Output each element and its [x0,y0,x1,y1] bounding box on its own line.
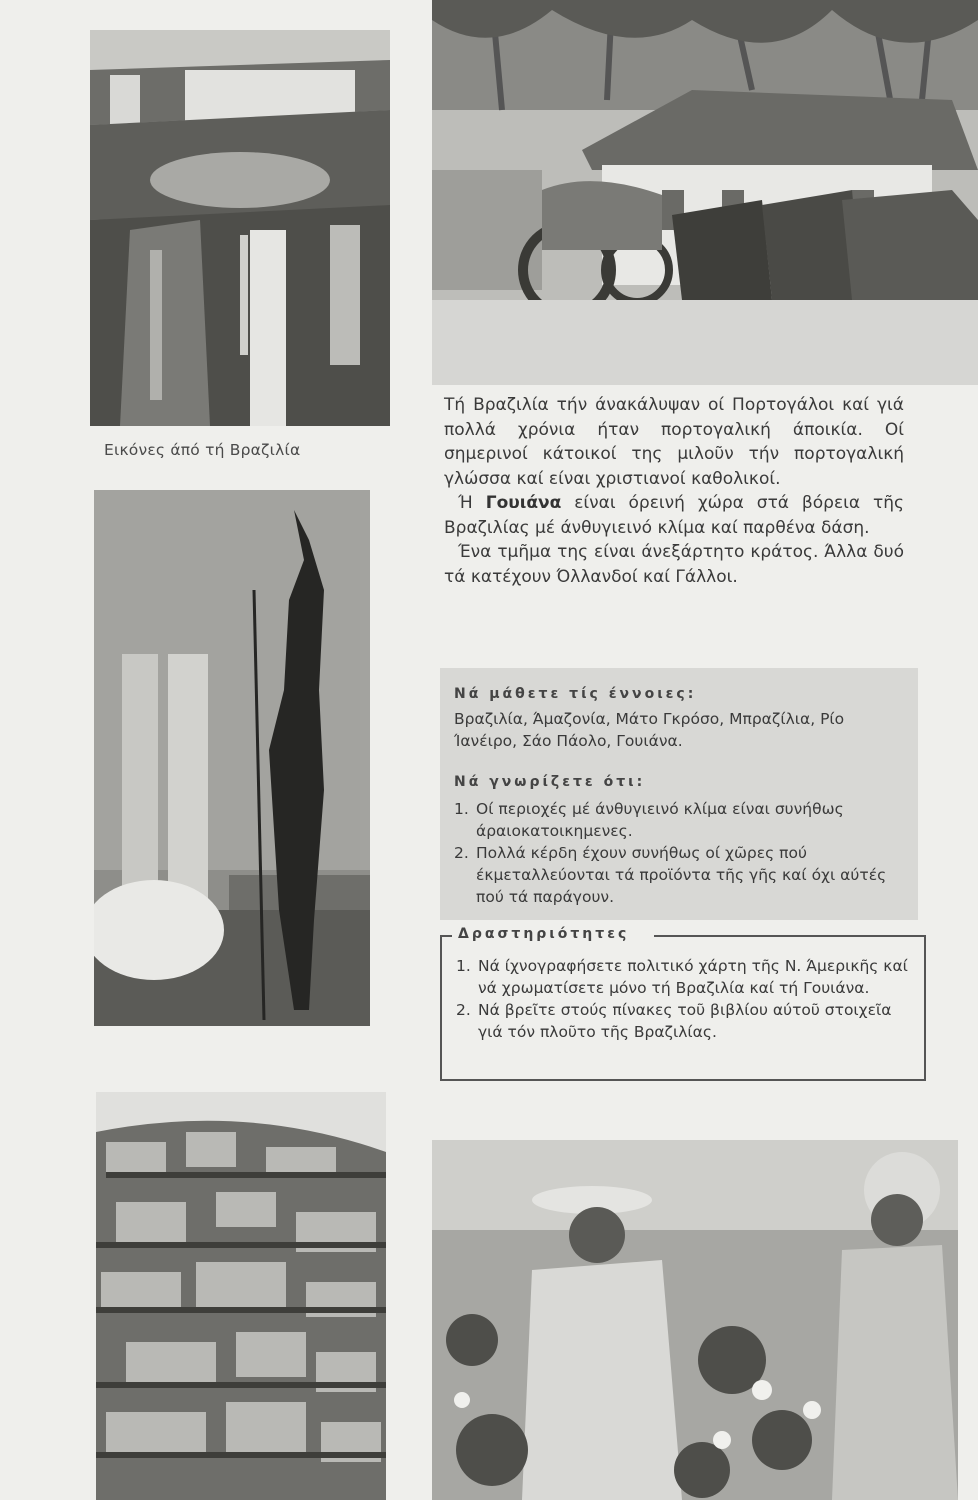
p2-post: είναι όρεινή χώρα στά βόρεια τῆς Βραζιλίας μέ άνθυγιεινό κλίμα καί παρθένα δάση. [444,493,905,538]
guiana-term: Γουιάνα [485,493,562,513]
photo-caption: Εικόνες άπό τή Βραζιλία [104,441,301,459]
activity-item-number: 2. [456,1001,471,1019]
activities-heading: Δραστηριότητες [458,926,630,942]
activities-border-left [442,935,452,937]
activities-list [456,955,908,1043]
cotton-pickers-photo [432,1140,958,1500]
know-item-number: 1. [454,800,469,818]
know-item-number: 2. [454,844,469,862]
activity-item [456,999,908,1043]
waterfall-photo [90,30,390,426]
p2-pre: Ή [458,493,486,513]
activity-item [456,955,908,999]
learn-heading: Νά μάθετε τίς έννοιες: [454,686,697,702]
know-item-text: Οί περιοχές μέ άνθυγιεινό κλίμα είναι συνήθως άραιοκατοικημενες. [476,800,844,840]
learn-concepts: Βραζιλία, Άμαζονία, Μάτο Γκρόσο, Μπραζίλια, Ρίο Ίανέιρο, Σάο Πάολο, Γουιάνα. [454,710,845,750]
intro-paragraph-1: Τή Βραζιλία τήν άνακάλυψαν οί Πορτογάλοι καί γιά πολλά χρόνια ήταν πορτογαλική άποικία. Οί σημερινοί κάτοικοί της μιλοῦν τήν πορτογαλική γλώσσα καί είναι χριστιανοί καθολικοί. [444,395,904,489]
ox-cart-photo [432,0,978,385]
intro-paragraph-2 [444,491,904,540]
activity-item-text: Νά βρεῖτε στούς πίνακες τοῦ βιβλίου αύτοῦ στοιχεῖα γιά τόν πλοῦτο τῆς Βραζιλίας. [478,1001,892,1041]
activity-item-number: 1. [456,957,471,975]
know-list [454,798,906,908]
know-item [454,842,906,908]
know-item-text: Πολλά κέρδη έχουν συνήθως οί χῶρες πού έκμεταλλεύονται τά προϊόντα τῆς γῆς καί όχι αύτές πού τά παράγουν. [476,844,887,906]
intro-paragraph-3: Ένα τμῆμα της είναι άνεξάρτητο κράτος. Άλλα δυό τά κατέχουν Όλλανδοί καί Γάλλοι. [444,542,904,587]
intro-text [444,393,904,589]
activities-box [440,926,926,1081]
favela-photo [96,1092,386,1500]
know-heading: Νά γνωρίζετε ότι: [454,774,646,790]
activities-border-right [654,935,924,937]
brasilia-statue-photo [94,490,370,1026]
activity-item-text: Νά ίχνογραφήσετε πολιτικό χάρτη τῆς Ν. Άμερικῆς καί νά χρωματίσετε μόνο τή Βραζιλία καί τή Γουιάνα. [478,957,908,997]
know-item [454,798,906,842]
learn-box [440,668,918,920]
